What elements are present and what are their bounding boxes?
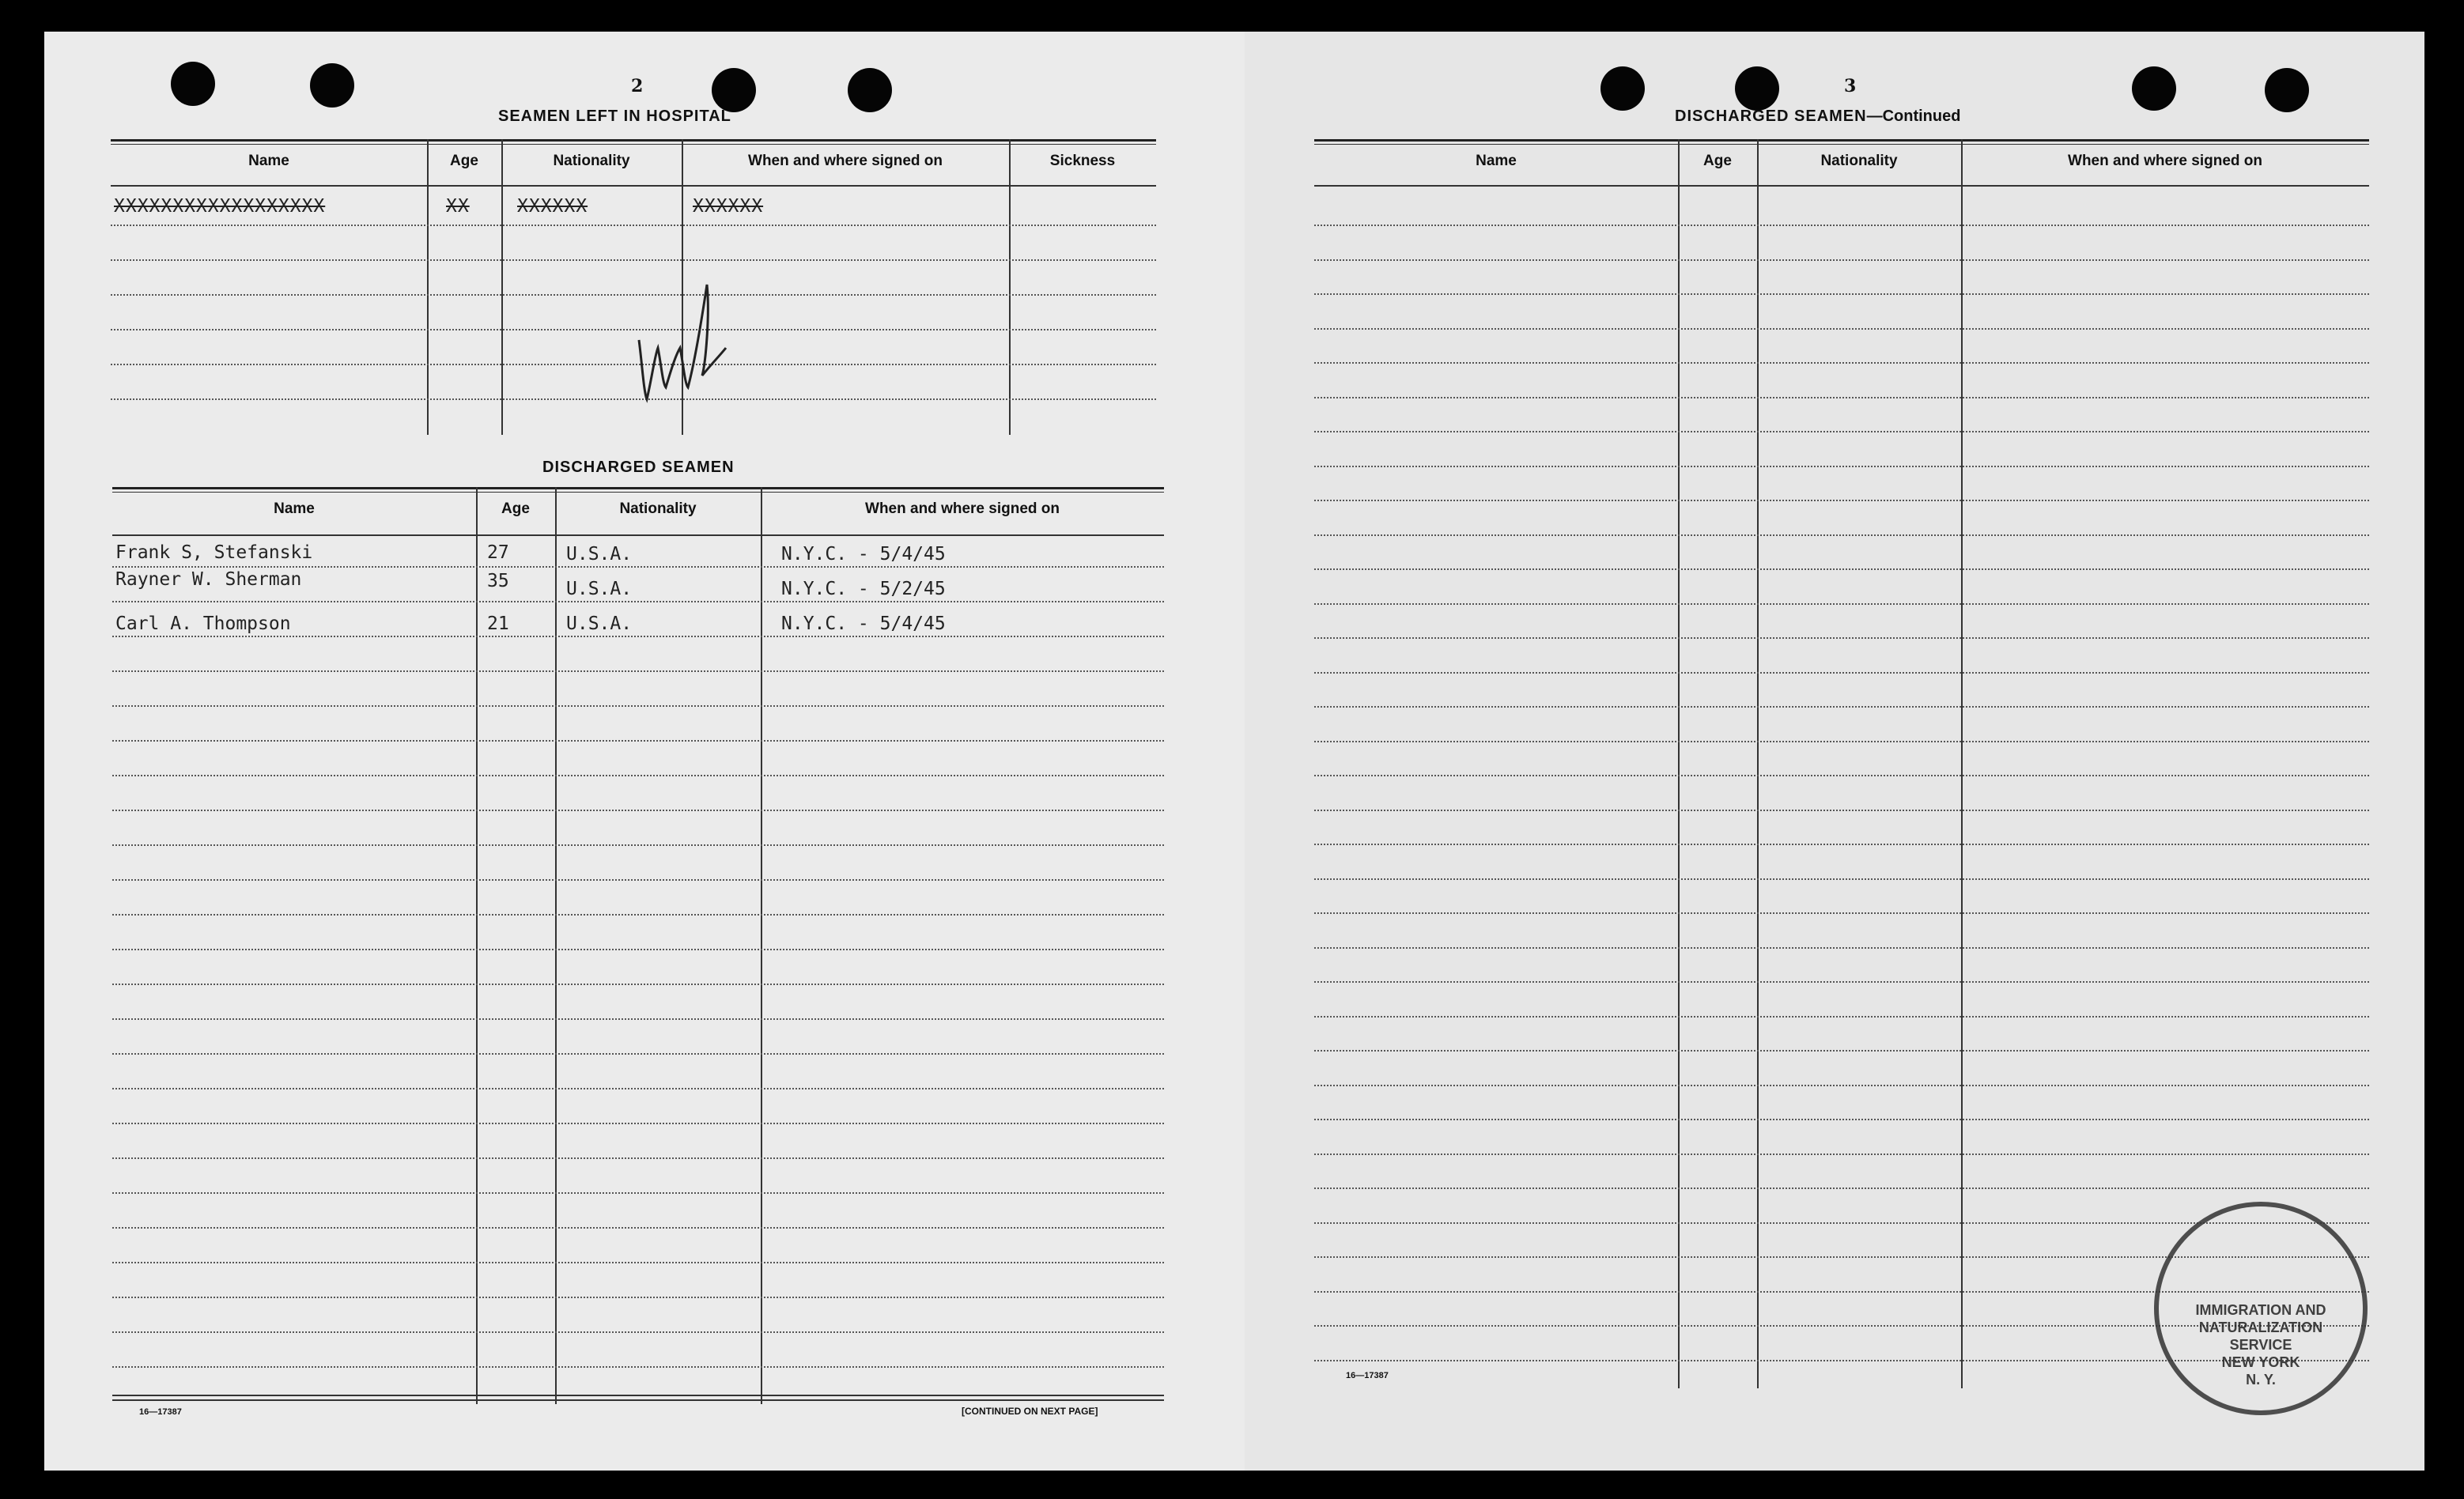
ruled-line	[112, 601, 1164, 602]
ruled-line	[1314, 637, 2369, 639]
ruled-line	[1314, 1050, 2369, 1052]
ruled-line	[1314, 466, 2369, 467]
seaman-age-cell: 35	[487, 571, 509, 591]
right-page	[1245, 32, 2424, 1471]
ruled-line	[112, 1123, 1164, 1124]
seaman-name-cell: Rayner W. Sherman	[115, 569, 302, 590]
ruled-line	[112, 914, 1164, 916]
punch-hole	[1600, 66, 1645, 111]
ruled-line	[1314, 672, 2369, 674]
ruled-line	[112, 705, 1164, 707]
ruled-line	[112, 1331, 1164, 1333]
stamp-line: IMMIGRATION AND	[2195, 1302, 2326, 1318]
ruled-line	[1314, 293, 2369, 295]
punch-hole	[171, 62, 215, 106]
ruled-line	[1314, 397, 2369, 398]
ruled-line	[1314, 844, 2369, 845]
ruled-line	[1314, 1016, 2369, 1018]
column-header-nationality: Nationality	[1820, 153, 1898, 169]
ruled-line	[112, 566, 1164, 568]
discharged-section-title: DISCHARGED SEAMEN	[542, 459, 735, 476]
immigration-stamp	[2154, 1202, 2368, 1415]
column-header-age: Age	[501, 500, 530, 517]
continued-note: [CONTINUED ON NEXT PAGE]	[962, 1406, 1098, 1417]
ruled-line	[1314, 775, 2369, 776]
ruled-line	[112, 1157, 1164, 1159]
column-header-nationality: Nationality	[619, 500, 697, 517]
punch-hole	[848, 68, 892, 112]
ruled-line	[1314, 1154, 2369, 1155]
stamp-line: NATURALIZATION	[2198, 1320, 2323, 1335]
discharged-continued-table	[1314, 139, 2369, 1388]
ruled-line	[1314, 225, 2369, 226]
ruled-line	[112, 1053, 1164, 1055]
column-header-signed-on: When and where signed on	[865, 500, 1060, 517]
column-header-name: Name	[274, 500, 315, 517]
ruled-line	[112, 1262, 1164, 1263]
seaman-signed-on-cell: N.Y.C. - 5/4/45	[781, 544, 946, 564]
seaman-nationality-cell: U.S.A.	[566, 614, 633, 634]
ruled-line	[1314, 947, 2369, 949]
column-header-name: Name	[1476, 153, 1517, 169]
ruled-line	[1314, 362, 2369, 364]
page-number: 2	[631, 76, 644, 96]
stamp-line: NEW YORK	[2221, 1354, 2300, 1370]
form-number: 16—17387	[139, 1407, 182, 1417]
ruled-line	[112, 879, 1164, 881]
discharged-continued-title	[1675, 108, 1960, 126]
ruled-line	[112, 1297, 1164, 1298]
ruled-line	[112, 810, 1164, 811]
ruled-line	[1314, 259, 2369, 261]
seaman-nationality-cell: U.S.A.	[566, 544, 633, 564]
left-page	[44, 32, 1245, 1471]
discharged-table	[112, 487, 1164, 1404]
ruled-line	[112, 1192, 1164, 1194]
punch-hole	[310, 63, 354, 108]
column-header-sickness: Sickness	[1049, 153, 1116, 169]
seaman-signed-on-cell: N.Y.C. - 5/4/45	[781, 614, 946, 634]
ruled-line	[112, 1366, 1164, 1368]
hospital-age-cell: XX	[446, 196, 470, 217]
seaman-signed-on-cell: N.Y.C. - 5/2/45	[781, 579, 946, 599]
ruled-line	[1314, 1085, 2369, 1086]
ruled-line	[1314, 603, 2369, 605]
seaman-name-cell: Carl A. Thompson	[115, 614, 291, 634]
seaman-age-cell: 21	[487, 614, 509, 634]
ruled-line	[1314, 912, 2369, 914]
page-number: 3	[1844, 76, 1857, 96]
ruled-line	[1314, 741, 2369, 742]
ruled-line	[112, 844, 1164, 846]
column-header-signed-on: When and where signed on	[748, 153, 943, 169]
ruled-line	[112, 636, 1164, 637]
punch-hole	[1735, 66, 1779, 111]
ruled-line	[1314, 1119, 2369, 1120]
punch-hole	[2265, 68, 2309, 112]
ruled-line	[1314, 1187, 2369, 1189]
ruled-line	[1314, 878, 2369, 880]
ruled-line	[112, 1018, 1164, 1020]
form-number: 16—17387	[1346, 1371, 1389, 1380]
ruled-line	[112, 740, 1164, 742]
hospital-section-title: SEAMEN LEFT IN HOSPITAL	[498, 108, 731, 125]
seaman-name-cell: Frank S, Stefanski	[115, 542, 313, 563]
ruled-line	[112, 984, 1164, 985]
hospital-signed-on-cell: XXXXXX	[693, 196, 764, 217]
ruled-line	[112, 1227, 1164, 1229]
seaman-age-cell: 27	[487, 542, 509, 563]
ruled-line	[1314, 328, 2369, 330]
ruled-line	[1314, 810, 2369, 811]
ruled-line	[1314, 534, 2369, 536]
punch-hole	[712, 68, 756, 112]
column-header-nationality: Nationality	[553, 153, 630, 169]
column-header-signed-on: When and where signed on	[2068, 153, 2262, 169]
ruled-line	[1314, 981, 2369, 983]
stamp-line: SERVICE	[2229, 1337, 2292, 1353]
ruled-line	[112, 670, 1164, 672]
hospital-name-cell: XXXXXXXXXXXXXXXXXX	[114, 196, 326, 217]
handwritten-initials	[607, 245, 734, 411]
hospital-nationality-cell: XXXXXX	[517, 196, 588, 217]
ruled-line	[112, 1088, 1164, 1089]
ruled-line	[1314, 500, 2369, 501]
section-title-main: DISCHARGED SEAMEN	[1675, 108, 1867, 125]
ruled-line	[1314, 706, 2369, 708]
column-header-age: Age	[450, 153, 478, 169]
seaman-nationality-cell: U.S.A.	[566, 579, 633, 599]
ruled-line	[1314, 431, 2369, 432]
ruled-line	[1314, 568, 2369, 570]
column-header-age: Age	[1703, 153, 1732, 169]
ruled-line	[112, 775, 1164, 776]
column-header-name: Name	[248, 153, 289, 169]
punch-hole	[2132, 66, 2176, 111]
ruled-line	[112, 949, 1164, 950]
section-title-suffix: —Continued	[1866, 108, 1961, 125]
stamp-line: N. Y.	[2246, 1372, 2276, 1388]
